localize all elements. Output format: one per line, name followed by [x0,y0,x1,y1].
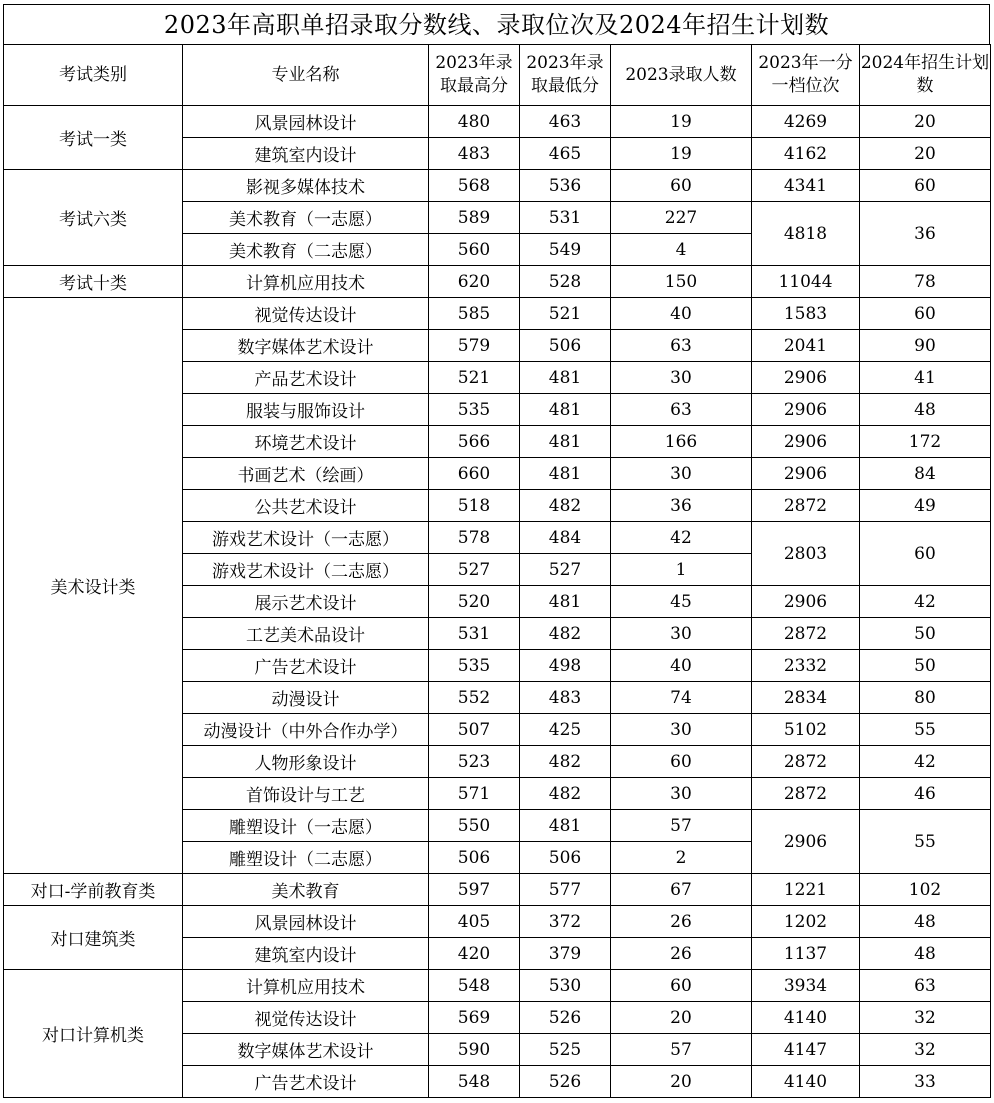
admitted-cell: 60 [611,970,752,1002]
rank-cell: 2906 [752,394,860,426]
table-body [4,106,991,1098]
major-cell: 计算机应用技术 [183,970,429,1002]
min-score-cell: 482 [520,778,611,810]
admitted-cell: 20 [611,1066,752,1098]
major-cell: 公共艺术设计 [183,490,429,522]
max-score-cell: 660 [429,458,520,490]
admitted-cell: 166 [611,426,752,458]
admitted-cell: 40 [611,650,752,682]
max-score-cell: 548 [429,970,520,1002]
major-cell: 影视多媒体技术 [183,170,429,202]
major-cell: 视觉传达设计 [183,1002,429,1034]
rank-cell: 2803 [752,522,860,586]
rank-cell: 2906 [752,362,860,394]
plan-cell: 48 [860,906,991,938]
admission-table [3,44,991,1098]
rank-cell: 4341 [752,170,860,202]
plan-cell: 78 [860,266,991,298]
plan-cell: 42 [860,586,991,618]
admitted-cell: 30 [611,458,752,490]
max-score-cell: 620 [429,266,520,298]
max-score-cell: 521 [429,362,520,394]
major-cell: 雕塑设计（二志愿） [183,842,429,874]
rank-cell: 2906 [752,586,860,618]
rank-cell: 1202 [752,906,860,938]
admitted-cell: 45 [611,586,752,618]
max-score-cell: 548 [429,1066,520,1098]
table-row [4,970,991,1002]
admitted-cell: 30 [611,618,752,650]
category-cell: 考试十类 [4,266,183,298]
major-cell: 广告艺术设计 [183,1066,429,1098]
plan-cell: 55 [860,714,991,746]
plan-cell: 60 [860,298,991,330]
major-cell: 美术教育（二志愿） [183,234,429,266]
header-major: 专业名称 [183,45,429,106]
admitted-cell: 63 [611,330,752,362]
rank-cell: 1137 [752,938,860,970]
admitted-cell: 30 [611,714,752,746]
min-score-cell: 481 [520,810,611,842]
rank-cell: 4140 [752,1002,860,1034]
min-score-cell: 527 [520,554,611,586]
admitted-cell: 60 [611,746,752,778]
min-score-cell: 372 [520,906,611,938]
admitted-cell: 40 [611,298,752,330]
rank-cell: 2906 [752,426,860,458]
major-cell: 建筑室内设计 [183,938,429,970]
plan-cell: 60 [860,522,991,586]
admitted-cell: 1 [611,554,752,586]
plan-cell: 36 [860,202,991,266]
plan-cell: 50 [860,618,991,650]
plan-cell: 90 [860,330,991,362]
header-rank: 2023年一分一档位次 [752,45,860,106]
admitted-cell: 57 [611,1034,752,1066]
plan-cell: 48 [860,394,991,426]
admitted-cell: 74 [611,682,752,714]
plan-cell: 20 [860,106,991,138]
category-cell: 对口-学前教育类 [4,874,183,906]
max-score-cell: 560 [429,234,520,266]
min-score-cell: 481 [520,426,611,458]
min-score-cell: 506 [520,330,611,362]
max-score-cell: 518 [429,490,520,522]
max-score-cell: 480 [429,106,520,138]
category-cell: 考试六类 [4,170,183,266]
plan-cell: 63 [860,970,991,1002]
major-cell: 美术教育 [183,874,429,906]
max-score-cell: 535 [429,650,520,682]
page-title: 2023年高职单招录取分数线、录取位次及2024年招生计划数 [3,4,990,44]
admitted-cell: 42 [611,522,752,554]
table-row [4,906,991,938]
admitted-cell: 227 [611,202,752,234]
min-score-cell: 530 [520,970,611,1002]
rank-cell: 4140 [752,1066,860,1098]
rank-cell: 4162 [752,138,860,170]
min-score-cell: 482 [520,490,611,522]
max-score-cell: 523 [429,746,520,778]
admitted-cell: 67 [611,874,752,906]
min-score-cell: 521 [520,298,611,330]
max-score-cell: 483 [429,138,520,170]
plan-cell: 84 [860,458,991,490]
max-score-cell: 527 [429,554,520,586]
rank-cell: 4818 [752,202,860,266]
max-score-cell: 589 [429,202,520,234]
table-row [4,170,991,202]
admitted-cell: 2 [611,842,752,874]
rank-cell: 2834 [752,682,860,714]
rank-cell: 2872 [752,746,860,778]
min-score-cell: 465 [520,138,611,170]
min-score-cell: 482 [520,746,611,778]
category-cell: 考试一类 [4,106,183,170]
major-cell: 雕塑设计（一志愿） [183,810,429,842]
plan-cell: 55 [860,810,991,874]
major-cell: 建筑室内设计 [183,138,429,170]
plan-cell: 32 [860,1034,991,1066]
max-score-cell: 520 [429,586,520,618]
major-cell: 书画艺术（绘画） [183,458,429,490]
max-score-cell: 531 [429,618,520,650]
major-cell: 游戏艺术设计（二志愿） [183,554,429,586]
min-score-cell: 481 [520,394,611,426]
header-plan: 2024年招生计划数 [860,45,991,106]
plan-cell: 49 [860,490,991,522]
major-cell: 展示艺术设计 [183,586,429,618]
major-cell: 游戏艺术设计（一志愿） [183,522,429,554]
max-score-cell: 578 [429,522,520,554]
max-score-cell: 590 [429,1034,520,1066]
major-cell: 工艺美术品设计 [183,618,429,650]
min-score-cell: 481 [520,362,611,394]
admitted-cell: 63 [611,394,752,426]
min-score-cell: 536 [520,170,611,202]
spreadsheet [3,4,990,1098]
min-score-cell: 526 [520,1066,611,1098]
admitted-cell: 19 [611,138,752,170]
max-score-cell: 405 [429,906,520,938]
max-score-cell: 420 [429,938,520,970]
table-row [4,874,991,906]
max-score-cell: 506 [429,842,520,874]
admitted-cell: 57 [611,810,752,842]
min-score-cell: 463 [520,106,611,138]
plan-cell: 20 [860,138,991,170]
max-score-cell: 569 [429,1002,520,1034]
max-score-cell: 568 [429,170,520,202]
rank-cell: 2872 [752,490,860,522]
major-cell: 产品艺术设计 [183,362,429,394]
min-score-cell: 531 [520,202,611,234]
rank-cell: 3934 [752,970,860,1002]
header-admitted: 2023录取人数 [611,45,752,106]
rank-cell: 1583 [752,298,860,330]
min-score-cell: 481 [520,586,611,618]
major-cell: 首饰设计与工艺 [183,778,429,810]
admitted-cell: 30 [611,778,752,810]
rank-cell: 2906 [752,458,860,490]
min-score-cell: 577 [520,874,611,906]
rank-cell: 2041 [752,330,860,362]
rank-cell: 2872 [752,778,860,810]
major-cell: 服装与服饰设计 [183,394,429,426]
plan-cell: 32 [860,1002,991,1034]
min-score-cell: 482 [520,618,611,650]
major-cell: 广告艺术设计 [183,650,429,682]
major-cell: 人物形象设计 [183,746,429,778]
max-score-cell: 535 [429,394,520,426]
major-cell: 动漫设计 [183,682,429,714]
major-cell: 美术教育（一志愿） [183,202,429,234]
max-score-cell: 579 [429,330,520,362]
plan-cell: 172 [860,426,991,458]
admitted-cell: 19 [611,106,752,138]
min-score-cell: 525 [520,1034,611,1066]
major-cell: 风景园林设计 [183,906,429,938]
category-cell: 对口建筑类 [4,906,183,970]
min-score-cell: 481 [520,458,611,490]
header-row [4,45,991,106]
header-max-score: 2023年录取最高分 [429,45,520,106]
plan-cell: 33 [860,1066,991,1098]
table-row [4,106,991,138]
category-cell: 美术设计类 [4,298,183,874]
admitted-cell: 36 [611,490,752,522]
plan-cell: 46 [860,778,991,810]
min-score-cell: 425 [520,714,611,746]
rank-cell: 5102 [752,714,860,746]
min-score-cell: 379 [520,938,611,970]
max-score-cell: 571 [429,778,520,810]
table-row [4,298,991,330]
admitted-cell: 30 [611,362,752,394]
rank-cell: 1221 [752,874,860,906]
admitted-cell: 150 [611,266,752,298]
category-cell: 对口计算机类 [4,970,183,1098]
min-score-cell: 506 [520,842,611,874]
admitted-cell: 20 [611,1002,752,1034]
rank-cell: 2906 [752,810,860,874]
rank-cell: 2332 [752,650,860,682]
min-score-cell: 498 [520,650,611,682]
rank-cell: 4147 [752,1034,860,1066]
min-score-cell: 483 [520,682,611,714]
table-row [4,266,991,298]
min-score-cell: 528 [520,266,611,298]
min-score-cell: 526 [520,1002,611,1034]
max-score-cell: 507 [429,714,520,746]
admitted-cell: 26 [611,906,752,938]
max-score-cell: 585 [429,298,520,330]
max-score-cell: 552 [429,682,520,714]
admitted-cell: 26 [611,938,752,970]
min-score-cell: 549 [520,234,611,266]
max-score-cell: 597 [429,874,520,906]
admitted-cell: 4 [611,234,752,266]
major-cell: 环境艺术设计 [183,426,429,458]
plan-cell: 102 [860,874,991,906]
major-cell: 数字媒体艺术设计 [183,330,429,362]
admitted-cell: 60 [611,170,752,202]
plan-cell: 50 [860,650,991,682]
plan-cell: 41 [860,362,991,394]
min-score-cell: 484 [520,522,611,554]
major-cell: 动漫设计（中外合作办学） [183,714,429,746]
header-category: 考试类别 [4,45,183,106]
header-min-score: 2023年录取最低分 [520,45,611,106]
rank-cell: 4269 [752,106,860,138]
major-cell: 视觉传达设计 [183,298,429,330]
major-cell: 计算机应用技术 [183,266,429,298]
major-cell: 数字媒体艺术设计 [183,1034,429,1066]
rank-cell: 2872 [752,618,860,650]
major-cell: 风景园林设计 [183,106,429,138]
max-score-cell: 550 [429,810,520,842]
plan-cell: 42 [860,746,991,778]
plan-cell: 48 [860,938,991,970]
plan-cell: 80 [860,682,991,714]
plan-cell: 60 [860,170,991,202]
rank-cell: 11044 [752,266,860,298]
max-score-cell: 566 [429,426,520,458]
